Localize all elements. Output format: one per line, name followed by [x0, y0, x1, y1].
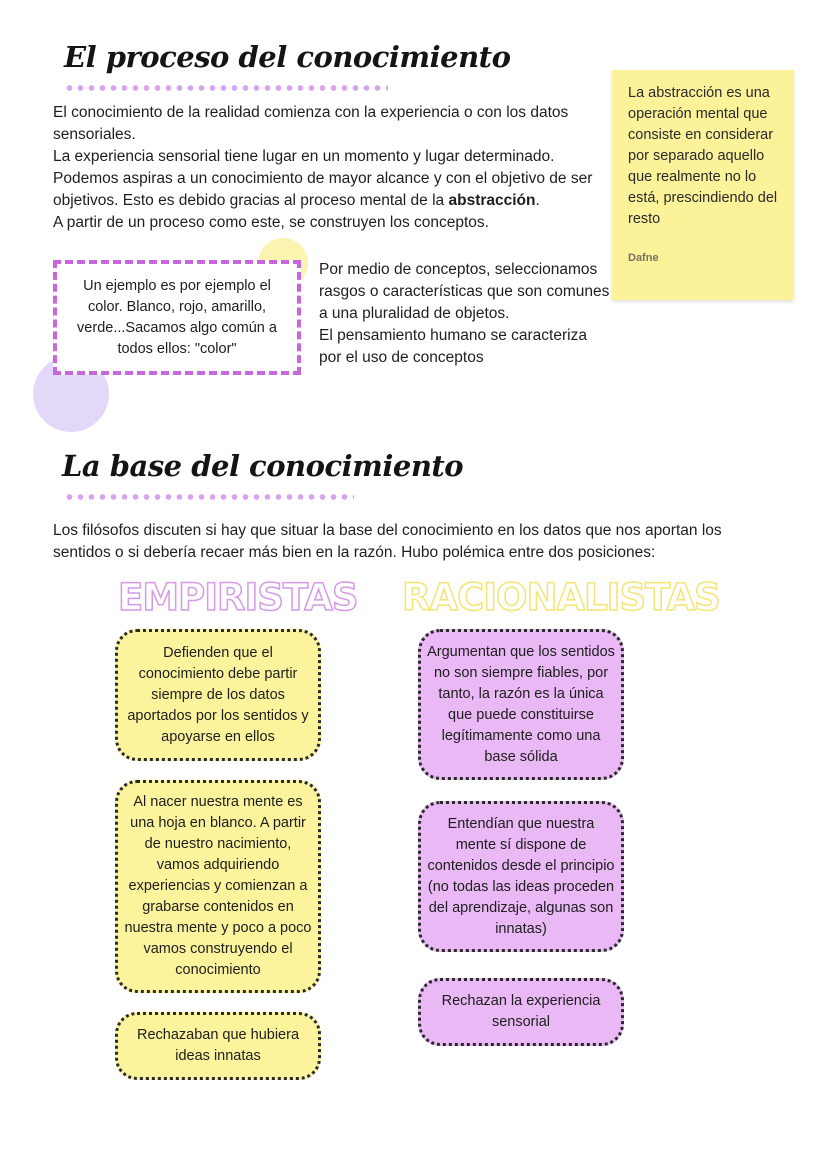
- empiristas-item: Al nacer nuestra mente es una hoja en blanco. A partir de nuestro nacimiento, vamos adquiriendo experiencias y comienzan a grabarse contenidos en nuestra mente y poco a poco vamos construyendo el conocimiento: [115, 780, 321, 993]
- empiristas-item: Rechazaban que hubiera ideas innatas: [115, 1012, 321, 1080]
- sticky-note-text: La abstracción es una operación mental que consiste en considerar por separado aquello que realmente no lo está, prescindiendo del resto: [628, 85, 778, 227]
- paragraph: La experiencia sensorial tiene lugar en un momento y lugar determinado.: [53, 148, 555, 165]
- empiristas-item: Defienden que el conocimiento debe partir siempre de los datos aportados por los sentidos y apoyarse en ellos: [115, 629, 321, 761]
- paragraph: El conocimiento de la realidad comienza con la experiencia o con los datos sensoriales.: [53, 104, 569, 143]
- racionalistas-item: Rechazan la experiencia sensorial: [418, 978, 624, 1046]
- racionalistas-item: Entendían que nuestra mente sí dispone de contenidos desde el principio (no todas las ideas proceden del aprendizaje, algunas son innatas): [418, 801, 624, 952]
- example-text: Un ejemplo es por ejemplo el color. Blanco, rojo, amarillo, verde...Sacamos algo común a todos ellos: "color": [77, 277, 277, 357]
- section-title-base: La base del conocimiento: [62, 449, 464, 483]
- racionalistas-item: Argumentan que los sentidos no son siempre fiables, por tanto, la razón es la única que puede constituirse legítimamente como una base sólida: [418, 629, 624, 780]
- abstraccion-term: abstracción: [448, 192, 536, 209]
- sticky-note: [612, 70, 794, 300]
- concepts-text-block: [319, 259, 611, 369]
- paragraph: El pensamiento humano se caracteriza por el uso de conceptos: [319, 327, 587, 366]
- intro-text-block: [53, 102, 613, 234]
- paragraph: A partir de un proceso como este, se construyen los conceptos.: [53, 214, 489, 231]
- title-underline-dots: [64, 84, 388, 92]
- title-underline-dots: [64, 493, 354, 501]
- racionalistas-heading: RACIONALISTAS: [402, 576, 720, 619]
- empiristas-heading: EMPIRISTAS: [118, 576, 358, 619]
- section2-intro: Los filósofos discuten si hay que situar la base del conocimiento en los datos que nos aportan los sentidos o si debería recaer más bien en la razón. Hubo polémica entre dos posiciones:: [53, 522, 722, 561]
- sticky-note-author: Dafne: [628, 252, 659, 264]
- paragraph: Por medio de conceptos, seleccionamos rasgos o características que son comunes a una pluralidad de objetos.: [319, 261, 610, 322]
- example-box: [53, 260, 301, 375]
- paragraph-abstraccion: Podemos aspiras a un conocimiento de mayor alcance y con el objetivo de ser objetivos. Esto es debido gracias al proceso mental de la abstracción.: [53, 170, 593, 209]
- section-title-proceso: El proceso del conocimiento: [64, 40, 511, 74]
